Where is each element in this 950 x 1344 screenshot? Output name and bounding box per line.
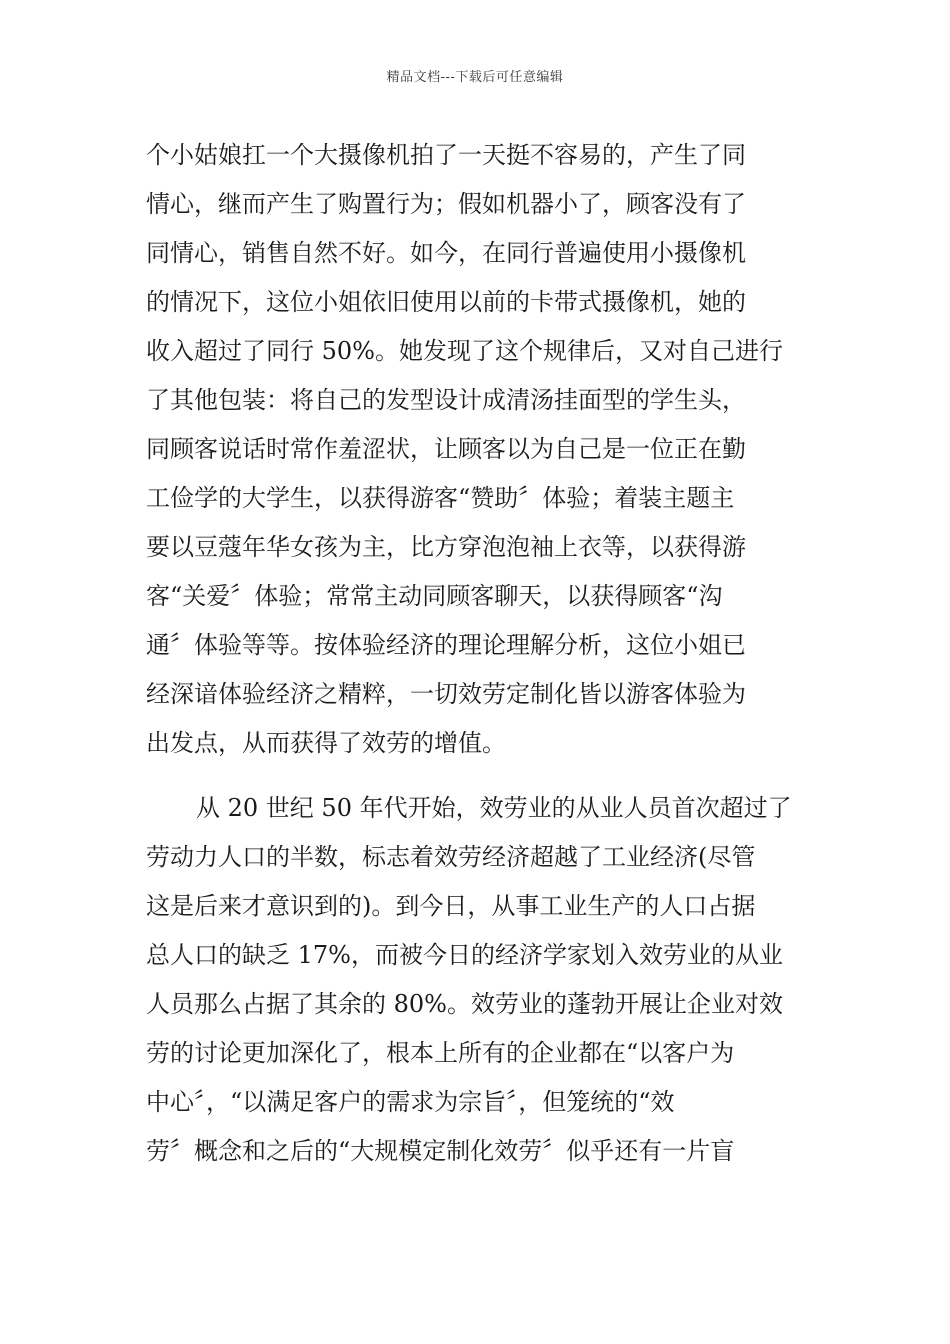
text-line: 从 20 世纪 50 年代开始，效劳业的从业人员首次超过了 (196, 794, 792, 822)
text-line: 劳动力人口的半数，标志着效劳经济超越了工业经济(尽管 (146, 843, 756, 871)
document-body (146, 131, 816, 1176)
paragraph-2 (146, 784, 816, 1176)
text-line: 客“关爱〞体验；常常主动同顾客聊天，以获得顾客“沟 (146, 582, 723, 610)
text-line: 情心，继而产生了购置行为；假如机器小了，顾客没有了 (146, 190, 746, 218)
text-line: 要以豆蔻年华女孩为主，比方穿泡泡袖上衣等，以获得游 (146, 533, 746, 561)
text-line: 通〞体验等等。按体验经济的理论理解分析，这位小姐已 (146, 631, 746, 659)
text-line: 同顾客说话时常作羞涩状，让顾客以为自己是一位正在勤 (146, 435, 746, 463)
text-line: 劳的讨论更加深化了，根本上所有的企业都在“以客户为 (146, 1039, 735, 1067)
text-line: 人员那么占据了其余的 80%。效劳业的蓬勃开展让企业对效 (146, 990, 783, 1018)
paragraph-1 (146, 131, 816, 768)
text-line: 总人口的缺乏 17%，而被今日的经济学家划入效劳业的从业 (146, 941, 783, 969)
text-line: 工俭学的大学生，以获得游客“赞助〞体验；着装主题主 (146, 484, 735, 512)
text-line: 出发点，从而获得了效劳的增值。 (146, 729, 506, 757)
text-line: 了其他包装：将自己的发型设计成清汤挂面型的学生头， (146, 386, 746, 414)
text-line: 同情心，销售自然不好。如今，在同行普遍使用小摄像机 (146, 239, 746, 267)
text-line: 中心〞，“以满足客户的需求为宗旨〞，但笼统的“效 (146, 1088, 675, 1116)
text-line: 经深谙体验经济之精粹，一切效劳定制化皆以游客体验为 (146, 680, 746, 708)
text-line: 的情况下，这位小姐依旧使用以前的卡带式摄像机，她的 (146, 288, 746, 316)
text-line: 个小姑娘扛一个大摄像机拍了一天挺不容易的，产生了同 (146, 141, 746, 169)
page-header: 精品文档---下载后可任意编辑 (386, 70, 564, 85)
text-line: 收入超过了同行 50%。她发现了这个规律后，又对自己进行 (146, 337, 783, 365)
text-line: 这是后来才意识到的)。到今日，从事工业生产的人口占据 (146, 892, 756, 920)
text-line: 劳〞概念和之后的“大规模定制化效劳〞似乎还有一片盲 (146, 1137, 735, 1165)
